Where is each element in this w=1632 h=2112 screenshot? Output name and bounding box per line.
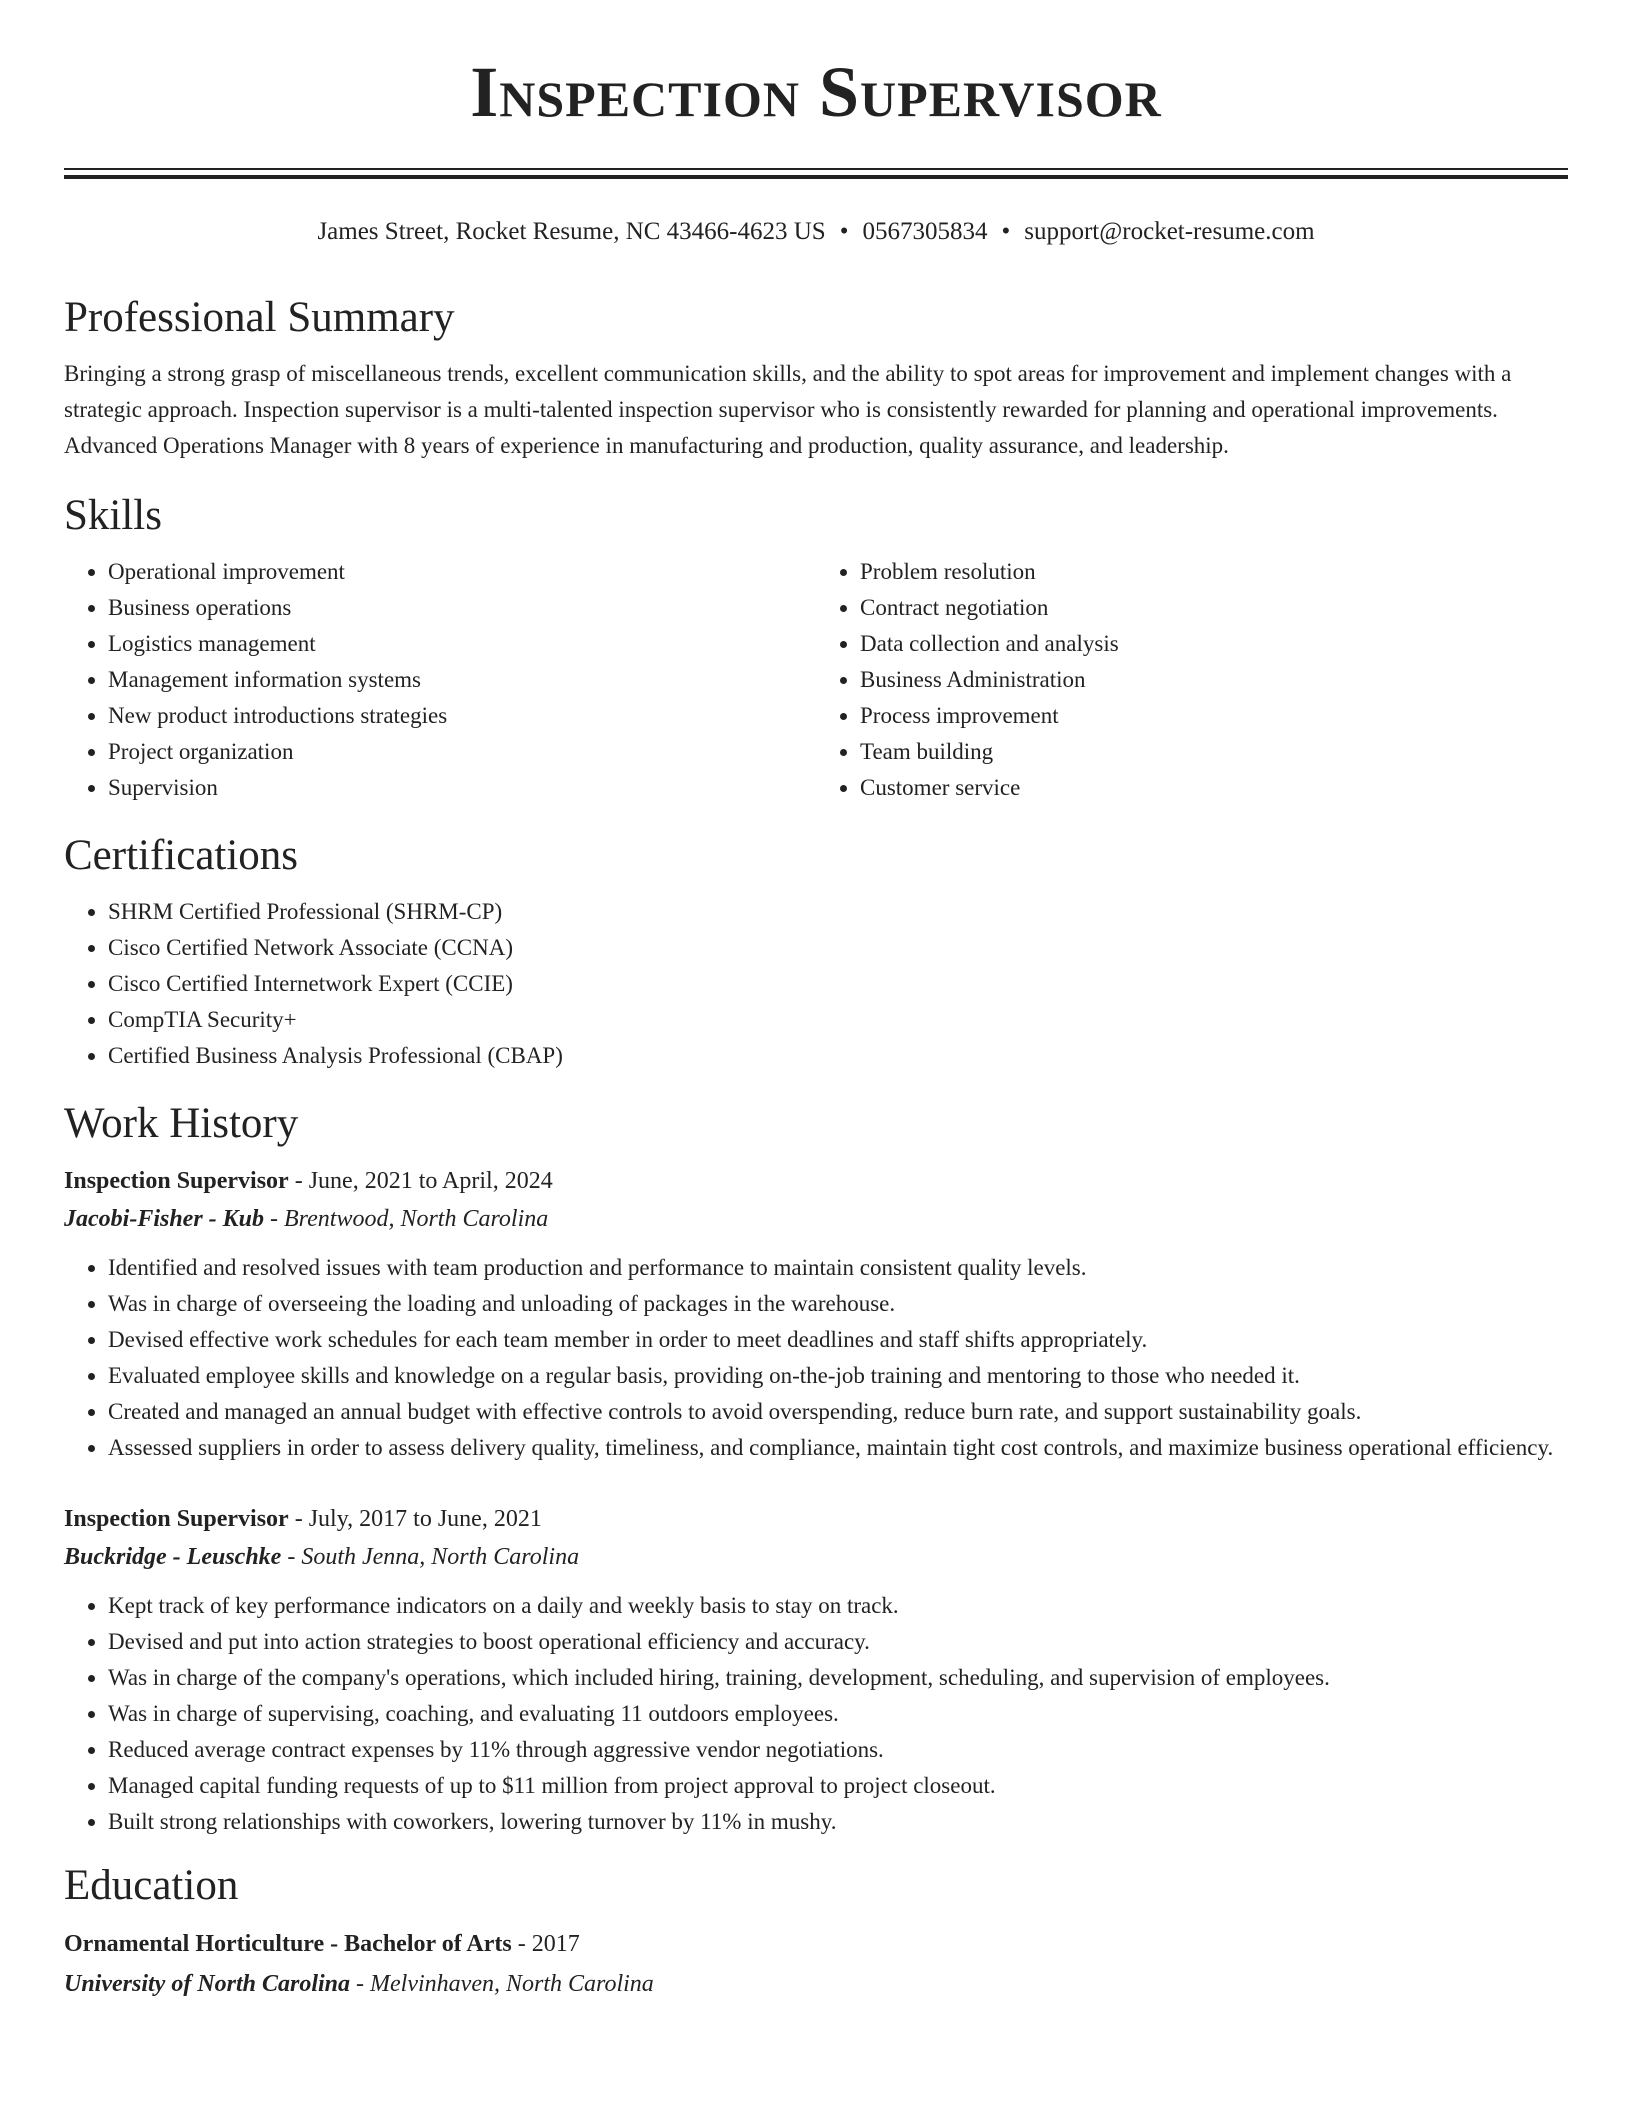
dash-separator: - (281, 1544, 302, 1570)
certifications-heading: Certifications (64, 832, 299, 879)
education-heading: Education (64, 1862, 239, 1909)
job-bullet: • Was in charge of the company's operations, which included hiring, training, development, scheduling, and supervision of employees. (108, 1660, 1568, 1696)
skill-item: • Management information systems (108, 662, 816, 698)
contact-line (0, 216, 1632, 248)
job-title-line (64, 1500, 1568, 1538)
job-bullet: • Devised and put into action strategies to boost operational efficiency and accuracy. (108, 1624, 1568, 1660)
bullet-separator: • (839, 218, 849, 245)
summary-text: Bringing a strong grasp of miscellaneous trends, excellent communication skills, and the ability to spot areas for improvement and implement changes with a strategic approach. Inspection supervisor is a multi-talented inspection supervisor who is consistently rewarded for planning and operational improvements. Advanced Operations Manager with 8 years of experience in manufacturing and production, quality assurance, and leadership. (64, 361, 1512, 458)
dash-separator: - (511, 1931, 532, 1957)
job-company-line (64, 1538, 1568, 1576)
resume-name-title: Inspection Supervisor (470, 52, 1162, 132)
summary-heading: Professional Summary (64, 294, 455, 341)
certification-item: • Certified Business Analysis Professional (CBAP) (108, 1038, 1568, 1074)
certification-item: • Cisco Certified Network Associate (CCNA) (108, 930, 1568, 966)
job-dates: July, 2017 to June, 2021 (308, 1506, 542, 1532)
header-rule-thin (64, 168, 1568, 170)
contact-phone: 0567305834 (862, 218, 988, 245)
job-bullet: • Built strong relationships with coworkers, lowering turnover by 11% in mushy. (108, 1804, 1568, 1840)
dash-separator: - (288, 1506, 309, 1532)
skill-item: • Process improvement (860, 698, 1568, 734)
job-company: Buckridge - Leuschke (64, 1544, 282, 1570)
skills-columns (64, 554, 1568, 806)
dash-separator: - (288, 1168, 309, 1194)
certification-item: • Cisco Certified Internetwork Expert (CCIE) (108, 966, 1568, 1002)
education-degree-line (64, 1924, 1568, 1964)
job-title: Inspection Supervisor (64, 1506, 289, 1532)
dash-separator: - (264, 1206, 285, 1232)
certifications-list (64, 894, 1568, 1074)
resume-body (64, 290, 1568, 2004)
job-location: Brentwood, North Carolina (284, 1206, 549, 1232)
skill-item: • New product introductions strategies (108, 698, 816, 734)
job-bullet: • Managed capital funding requests of up to $11 million from project approval to project closeout. (108, 1768, 1568, 1804)
job-bullet: • Identified and resolved issues with team production and performance to maintain consistent quality levels. (108, 1250, 1568, 1286)
job-entry (64, 1162, 1568, 1466)
skill-item: • Project organization (108, 734, 816, 770)
education-location: Melvinhaven, North Carolina (370, 1971, 654, 1997)
job-location: South Jenna, North Carolina (301, 1544, 580, 1570)
contact-address: James Street, Rocket Resume, NC 43466-4623 US (317, 218, 826, 245)
header-rule-thick (64, 175, 1568, 179)
dash-separator: - (350, 1971, 371, 1997)
bullet-separator: • (1001, 218, 1011, 245)
skill-item: • Data collection and analysis (860, 626, 1568, 662)
contact-email: support@rocket-resume.com (1024, 218, 1315, 245)
education-school-line (64, 1964, 1568, 2004)
job-bullet: • Was in charge of supervising, coaching, and evaluating 11 outdoors employees. (108, 1696, 1568, 1732)
education-year: 2017 (531, 1931, 580, 1957)
skill-item: • Team building (860, 734, 1568, 770)
skill-item: • Business Administration (860, 662, 1568, 698)
skills-list-right (816, 554, 1568, 806)
job-title-line (64, 1162, 1568, 1200)
education-degree: Ornamental Horticulture - Bachelor of Arts (64, 1931, 512, 1957)
education-school: University of North Carolina (64, 1971, 351, 1997)
job-bullet: • Evaluated employee skills and knowledge on a regular basis, providing on-the-job training and mentoring to those who needed it. (108, 1358, 1568, 1394)
job-bullet: • Created and managed an annual budget with effective controls to avoid overspending, reduce burn rate, and support sustainability goals. (108, 1394, 1568, 1430)
job-dates: June, 2021 to April, 2024 (308, 1168, 553, 1194)
skill-item: • Operational improvement (108, 554, 816, 590)
job-bullet: • Devised effective work schedules for each team member in order to meet deadlines and staff shifts appropriately. (108, 1322, 1568, 1358)
job-bullet: • Was in charge of overseeing the loading and unloading of packages in the warehouse. (108, 1286, 1568, 1322)
job-bullet: • Kept track of key performance indicators on a daily and weekly basis to stay on track. (108, 1588, 1568, 1624)
job-title: Inspection Supervisor (64, 1168, 289, 1194)
skill-item: • Problem resolution (860, 554, 1568, 590)
skill-item: • Business operations (108, 590, 816, 626)
skill-item: • Logistics management (108, 626, 816, 662)
job-company-line (64, 1200, 1568, 1238)
certification-item: • CompTIA Security+ (108, 1002, 1568, 1038)
job-bullet: • Reduced average contract expenses by 11% through aggressive vendor negotiations. (108, 1732, 1568, 1768)
job-entry (64, 1500, 1568, 1840)
job-bullets (64, 1250, 1568, 1466)
skill-item: • Customer service (860, 770, 1568, 806)
job-company: Jacobi-Fisher - Kub (64, 1206, 265, 1232)
skills-list-left (64, 554, 816, 806)
certification-item: • SHRM Certified Professional (SHRM-CP) (108, 894, 1568, 930)
job-bullets (64, 1588, 1568, 1840)
skill-item: • Supervision (108, 770, 816, 806)
skill-item: • Contract negotiation (860, 590, 1568, 626)
job-bullet: • Assessed suppliers in order to assess delivery quality, timeliness, and compliance, maintain tight cost controls, and maximize business operational efficiency. (108, 1430, 1568, 1466)
skills-heading: Skills (64, 492, 162, 539)
work-history-heading: Work History (64, 1100, 299, 1147)
